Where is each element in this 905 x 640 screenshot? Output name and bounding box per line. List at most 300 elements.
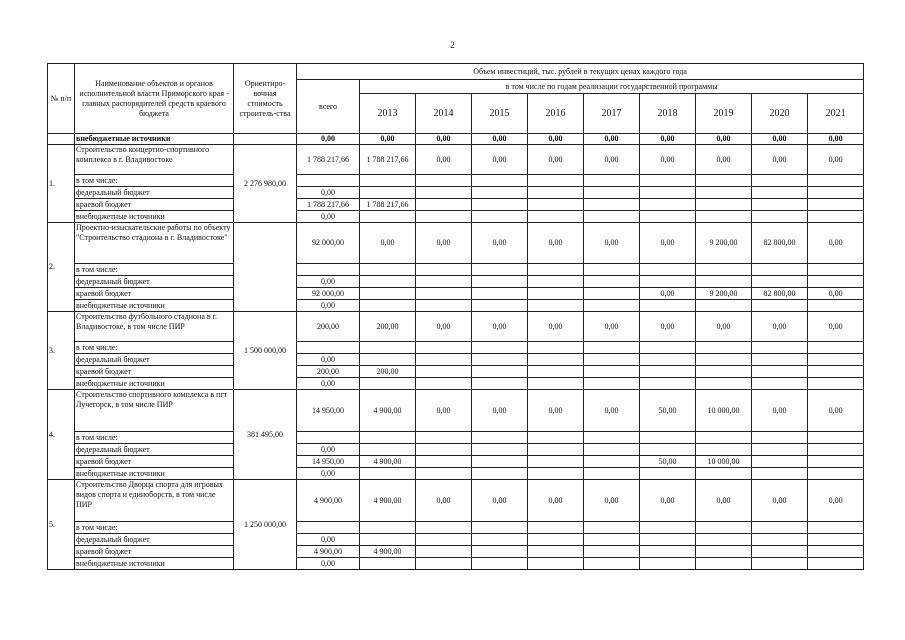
subrow-year-value	[416, 300, 472, 312]
subrow-year-value	[696, 534, 752, 546]
subrow-year-value	[528, 211, 584, 223]
table-subrow	[48, 276, 864, 288]
subrow-year-value	[528, 342, 584, 354]
subrow-year-value	[584, 366, 640, 378]
subrow-year-value	[696, 264, 752, 276]
subrow-year-value	[472, 546, 528, 558]
subrow-year-value	[640, 175, 696, 187]
object-total: 14 950,00	[297, 390, 360, 432]
subrow-year-value	[808, 276, 864, 288]
row-index: 4.	[48, 390, 75, 480]
subrow-year-value	[416, 456, 472, 468]
subrow-year-value	[416, 444, 472, 456]
object-year-value: 0,00	[752, 480, 808, 522]
table-subrow	[48, 522, 864, 534]
subrow-year-value	[640, 199, 696, 211]
row-index: 5.	[48, 480, 75, 570]
subrow-year-value	[752, 199, 808, 211]
subrow-year-value	[640, 366, 696, 378]
subrow-year-value	[416, 546, 472, 558]
subrow-year-value	[584, 288, 640, 300]
subrow-year-value	[752, 444, 808, 456]
subrow-label: федеральный бюджет	[75, 534, 234, 546]
subrow-year-value	[528, 378, 584, 390]
object-year-value: 50,00	[640, 390, 696, 432]
subrow-year-value	[752, 175, 808, 187]
subrow-year-value	[640, 342, 696, 354]
subrow-year-value	[584, 378, 640, 390]
subrow-year-value	[528, 444, 584, 456]
subrow-year-value	[472, 444, 528, 456]
cell-year-value: 0,00	[752, 134, 808, 145]
subrow-year-value	[752, 187, 808, 199]
subrow-year-value	[528, 522, 584, 534]
object-year-value: 0,00	[360, 223, 416, 264]
subrow-year-value	[360, 264, 416, 276]
subrow-year-value	[360, 175, 416, 187]
subrow-year-value	[808, 432, 864, 444]
subrow-label: федеральный бюджет	[75, 354, 234, 366]
table-row	[48, 312, 864, 342]
table-subrow	[48, 546, 864, 558]
subrow-year-value	[696, 378, 752, 390]
subrow-year-value: 82 800,00	[752, 288, 808, 300]
cell-year-value: 0,00	[472, 134, 528, 145]
subrow-label: внебюджетные источники	[75, 558, 234, 570]
header-year-2015: 2015	[472, 94, 528, 134]
table-subrow	[48, 468, 864, 480]
subrow-label: краевой бюджет	[75, 546, 234, 558]
subrow-year-value	[528, 288, 584, 300]
subrow-year-value	[528, 187, 584, 199]
header-year-2020: 2020	[752, 94, 808, 134]
subrow-year-value	[808, 468, 864, 480]
subrow-year-value	[752, 558, 808, 570]
object-year-value: 0,00	[584, 223, 640, 264]
subrow-year-value	[528, 432, 584, 444]
subrow-year-value: 9 200,00	[696, 288, 752, 300]
subrow-year-value	[472, 342, 528, 354]
subrow-year-value	[752, 276, 808, 288]
subrow-year-value	[472, 522, 528, 534]
object-year-value: 82 800,00	[752, 223, 808, 264]
subrow-year-value	[584, 342, 640, 354]
subrow-year-value	[584, 276, 640, 288]
subrow-year-value	[528, 558, 584, 570]
object-year-value: 4 900,00	[360, 480, 416, 522]
header-total: всего	[297, 80, 360, 134]
subrow-year-value: 4 900,00	[360, 546, 416, 558]
cell-year-value: 0,00	[808, 134, 864, 145]
subrow-year-value: 200,00	[360, 366, 416, 378]
cell-year-value: 0,00	[416, 134, 472, 145]
table-subrow	[48, 444, 864, 456]
object-year-value: 0,00	[584, 390, 640, 432]
subrow-year-value	[808, 175, 864, 187]
subrow-year-value	[640, 276, 696, 288]
subrow-year-value: 0,00	[640, 288, 696, 300]
subrow-year-value	[360, 187, 416, 199]
subrow-year-value	[808, 211, 864, 223]
row-index: 3.	[48, 312, 75, 390]
subrow-year-value	[472, 175, 528, 187]
subrow-year-value	[528, 456, 584, 468]
subrow-year-value	[808, 378, 864, 390]
object-year-value: 0,00	[752, 312, 808, 342]
subrow-year-value	[696, 187, 752, 199]
subrow-year-value	[640, 534, 696, 546]
subrow-year-value	[640, 300, 696, 312]
row-index: 2.	[48, 223, 75, 312]
cell-year-value: 0,00	[528, 134, 584, 145]
subrow-year-value	[808, 456, 864, 468]
subrow-year-value	[584, 432, 640, 444]
subrow-year-value	[472, 534, 528, 546]
object-year-value: 0,00	[416, 480, 472, 522]
subrow-year-value	[416, 187, 472, 199]
subrow-year-value	[808, 546, 864, 558]
subrow-year-value	[528, 199, 584, 211]
cell-name: внебюджетные источники	[75, 134, 234, 145]
object-year-value: 0,00	[416, 390, 472, 432]
subrow-year-value	[528, 546, 584, 558]
object-year-value: 0,00	[416, 223, 472, 264]
subrow-label: краевой бюджет	[75, 199, 234, 211]
header-cost: Ориентиро-вочная стоимость строитель-ства	[234, 64, 297, 134]
subrow-year-value	[472, 300, 528, 312]
subrow-year-value	[696, 366, 752, 378]
page-number: 2	[450, 40, 455, 50]
object-year-value: 0,00	[528, 223, 584, 264]
subrow-label: внебюджетные источники	[75, 300, 234, 312]
subrow-total: 0,00	[297, 276, 360, 288]
object-year-value: 0,00	[584, 312, 640, 342]
subrow-label: в том числе:	[75, 264, 234, 276]
subrow-year-value	[528, 276, 584, 288]
object-name: Строительство концертно-спортивного комплекса в г. Владивостоке	[75, 145, 234, 175]
table-subrow	[48, 342, 864, 354]
table-subrow	[48, 456, 864, 468]
subrow-year-value	[752, 211, 808, 223]
subrow-total: 92 000,00	[297, 288, 360, 300]
table-row	[48, 480, 864, 522]
subrow-total	[297, 175, 360, 187]
table-subrow	[48, 534, 864, 546]
subrow-year-value	[472, 468, 528, 480]
object-year-value: 0,00	[528, 390, 584, 432]
subrow-year-value	[640, 264, 696, 276]
subrow-year-value	[584, 468, 640, 480]
subrow-year-value	[416, 534, 472, 546]
subrow-year-value	[640, 468, 696, 480]
object-cost: 1 500 000,00	[234, 312, 297, 390]
subrow-total: 0,00	[297, 444, 360, 456]
subrow-year-value	[808, 342, 864, 354]
subrow-year-value	[640, 546, 696, 558]
subrow-year-value	[808, 534, 864, 546]
object-year-value: 0,00	[416, 145, 472, 175]
cell-total: 0,00	[297, 134, 360, 145]
table-row	[48, 223, 864, 264]
subrow-year-value: 10 000,00	[696, 456, 752, 468]
subrow-label: краевой бюджет	[75, 366, 234, 378]
subrow-year-value	[640, 354, 696, 366]
table-subrow	[48, 211, 864, 223]
subrow-total: 0,00	[297, 187, 360, 199]
object-cost	[234, 223, 297, 312]
subrow-year-value	[696, 444, 752, 456]
object-year-value: 0,00	[416, 312, 472, 342]
subrow-year-value	[584, 456, 640, 468]
subrow-label: внебюджетные источники	[75, 468, 234, 480]
object-year-value: 0,00	[696, 480, 752, 522]
object-year-value: 0,00	[752, 145, 808, 175]
subrow-year-value	[696, 199, 752, 211]
cell-year-value: 0,00	[696, 134, 752, 145]
subrow-year-value	[808, 187, 864, 199]
object-total: 1 788 217,66	[297, 145, 360, 175]
subrow-year-value	[808, 558, 864, 570]
subrow-year-value	[640, 432, 696, 444]
subrow-year-value	[360, 534, 416, 546]
cell-year-value: 0,00	[360, 134, 416, 145]
subrow-total: 0,00	[297, 354, 360, 366]
table-subrow	[48, 432, 864, 444]
subrow-year-value	[360, 300, 416, 312]
subrow-year-value	[696, 342, 752, 354]
object-year-value: 0,00	[640, 223, 696, 264]
subrow-year-value	[752, 300, 808, 312]
subrow-year-value	[696, 468, 752, 480]
subrow-year-value	[696, 211, 752, 223]
header-by-years: в том числе по годам реализации государственной программы	[360, 80, 864, 94]
subrow-label: краевой бюджет	[75, 288, 234, 300]
subrow-year-value	[416, 211, 472, 223]
object-total: 92 000,00	[297, 223, 360, 264]
table-subrow	[48, 288, 864, 300]
object-year-value: 0,00	[528, 145, 584, 175]
subrow-year-value	[584, 546, 640, 558]
subrow-year-value	[416, 342, 472, 354]
header-name: Наименование объектов и органов исполнительной власти Приморского края - главных распорядителей средств краевого бюджета	[75, 64, 234, 134]
subrow-year-value	[752, 378, 808, 390]
subrow-year-value	[360, 354, 416, 366]
subrow-year-value	[640, 444, 696, 456]
subrow-year-value	[696, 558, 752, 570]
subrow-total: 0,00	[297, 300, 360, 312]
object-year-value: 0,00	[472, 480, 528, 522]
subrow-year-value	[584, 175, 640, 187]
subrow-year-value	[640, 522, 696, 534]
header-year-2018: 2018	[640, 94, 696, 134]
object-year-value: 0,00	[584, 480, 640, 522]
object-year-value: 0,00	[472, 312, 528, 342]
subrow-total: 200,00	[297, 366, 360, 378]
subrow-total: 0,00	[297, 534, 360, 546]
object-year-value: 0,00	[528, 480, 584, 522]
subrow-year-value	[528, 264, 584, 276]
header-year-2019: 2019	[696, 94, 752, 134]
subrow-total: 0,00	[297, 211, 360, 223]
subrow-label: в том числе:	[75, 432, 234, 444]
subrow-year-value	[640, 187, 696, 199]
object-year-value: 10 000,00	[696, 390, 752, 432]
subrow-year-value	[528, 468, 584, 480]
subrow-total: 0,00	[297, 378, 360, 390]
subrow-label: в том числе:	[75, 342, 234, 354]
subrow-year-value	[696, 522, 752, 534]
subrow-year-value	[416, 558, 472, 570]
subrow-year-value	[808, 354, 864, 366]
header-year-2013: 2013	[360, 94, 416, 134]
subrow-total: 0,00	[297, 558, 360, 570]
object-cost: 1 250 000,00	[234, 480, 297, 570]
object-name: Строительство Дворца спорта для игровых видов спорта и единоборств, в том числе ПИР	[75, 480, 234, 522]
subrow-total	[297, 432, 360, 444]
subrow-year-value: 50,00	[640, 456, 696, 468]
subrow-year-value	[416, 276, 472, 288]
subrow-total: 0,00	[297, 468, 360, 480]
subrow-year-value	[696, 432, 752, 444]
object-year-value: 0,00	[528, 312, 584, 342]
subrow-year-value	[584, 522, 640, 534]
subrow-total	[297, 264, 360, 276]
header-num: № п/п	[48, 64, 75, 134]
cell-year-value: 0,00	[584, 134, 640, 145]
subrow-year-value	[584, 558, 640, 570]
header-year-2017: 2017	[584, 94, 640, 134]
subrow-year-value	[696, 276, 752, 288]
table-row	[48, 145, 864, 175]
object-year-value: 0,00	[640, 312, 696, 342]
investment-table	[47, 63, 864, 570]
object-name: Проектно-изыскательские работы по объекту "Строительство стадиона в г. Владивостоке"	[75, 223, 234, 264]
subrow-year-value	[752, 354, 808, 366]
subrow-year-value	[360, 378, 416, 390]
subrow-year-value	[808, 199, 864, 211]
subrow-year-value	[360, 276, 416, 288]
subrow-year-value	[528, 354, 584, 366]
subrow-year-value	[472, 211, 528, 223]
subrow-year-value	[584, 264, 640, 276]
table-subrow	[48, 300, 864, 312]
subrow-year-value	[360, 211, 416, 223]
subrow-year-value	[752, 264, 808, 276]
subrow-year-value	[472, 276, 528, 288]
subrow-label: внебюджетные источники	[75, 211, 234, 223]
subrow-year-value	[360, 288, 416, 300]
table-subrow	[48, 366, 864, 378]
row-index: 1.	[48, 145, 75, 223]
subrow-year-value	[696, 354, 752, 366]
subrow-label: в том числе:	[75, 522, 234, 534]
table-subrow	[48, 187, 864, 199]
object-year-value: 4 900,00	[360, 390, 416, 432]
subrow-year-value	[640, 558, 696, 570]
subrow-year-value	[416, 432, 472, 444]
subrow-year-value	[472, 264, 528, 276]
object-name: Строительство футбольного стадиона в г. Владивостоке, в том числе ПИР	[75, 312, 234, 342]
subrow-year-value	[752, 468, 808, 480]
subrow-year-value	[584, 354, 640, 366]
header-year-2016: 2016	[528, 94, 584, 134]
object-year-value: 0,00	[696, 145, 752, 175]
object-year-value: 1 788 217,66	[360, 145, 416, 175]
subrow-year-value	[584, 211, 640, 223]
subrow-year-value	[752, 534, 808, 546]
subrow-year-value	[752, 342, 808, 354]
subrow-year-value	[416, 175, 472, 187]
object-year-value: 0,00	[472, 390, 528, 432]
subrow-year-value	[584, 187, 640, 199]
subrow-year-value	[416, 366, 472, 378]
subrow-year-value	[752, 456, 808, 468]
subrow-label: федеральный бюджет	[75, 444, 234, 456]
subrow-year-value	[472, 378, 528, 390]
table-subrow	[48, 378, 864, 390]
subrow-year-value	[752, 522, 808, 534]
object-name: Строительство спортивного комплекса в пгт Лучегорск, в том числе ПИР	[75, 390, 234, 432]
subrow-year-value	[416, 354, 472, 366]
subrow-year-value	[360, 468, 416, 480]
subrow-year-value: 1 788 217,66	[360, 199, 416, 211]
table-row-total	[48, 134, 864, 145]
subrow-year-value	[472, 288, 528, 300]
object-year-value: 0,00	[808, 312, 864, 342]
object-total: 200,00	[297, 312, 360, 342]
object-year-value: 0,00	[808, 223, 864, 264]
subrow-year-value: 4 900,00	[360, 456, 416, 468]
subrow-year-value	[528, 366, 584, 378]
subrow-year-value	[808, 300, 864, 312]
subrow-year-value	[640, 378, 696, 390]
subrow-year-value	[416, 199, 472, 211]
header-year-2014: 2014	[416, 94, 472, 134]
object-year-value: 0,00	[640, 480, 696, 522]
subrow-year-value	[472, 366, 528, 378]
subrow-year-value	[584, 300, 640, 312]
subrow-label: краевой бюджет	[75, 456, 234, 468]
subrow-year-value	[472, 354, 528, 366]
object-year-value: 0,00	[640, 145, 696, 175]
subrow-total: 14 950,00	[297, 456, 360, 468]
subrow-year-value	[472, 199, 528, 211]
subrow-year-value	[416, 378, 472, 390]
subrow-year-value	[640, 211, 696, 223]
subrow-year-value	[696, 300, 752, 312]
cell-cost	[234, 134, 297, 145]
subrow-year-value	[360, 558, 416, 570]
subrow-total	[297, 522, 360, 534]
object-year-value: 0,00	[584, 145, 640, 175]
subrow-year-value	[584, 199, 640, 211]
table-subrow	[48, 175, 864, 187]
subrow-year-value	[752, 366, 808, 378]
subrow-year-value	[808, 522, 864, 534]
subrow-year-value	[360, 342, 416, 354]
object-year-value: 200,00	[360, 312, 416, 342]
object-year-value: 0,00	[808, 390, 864, 432]
subrow-year-value	[808, 366, 864, 378]
subrow-label: федеральный бюджет	[75, 187, 234, 199]
subrow-year-value	[808, 264, 864, 276]
table-subrow	[48, 264, 864, 276]
subrow-year-value	[528, 175, 584, 187]
subrow-year-value	[472, 558, 528, 570]
subrow-year-value	[472, 432, 528, 444]
object-year-value: 0,00	[752, 390, 808, 432]
subrow-year-value	[472, 187, 528, 199]
